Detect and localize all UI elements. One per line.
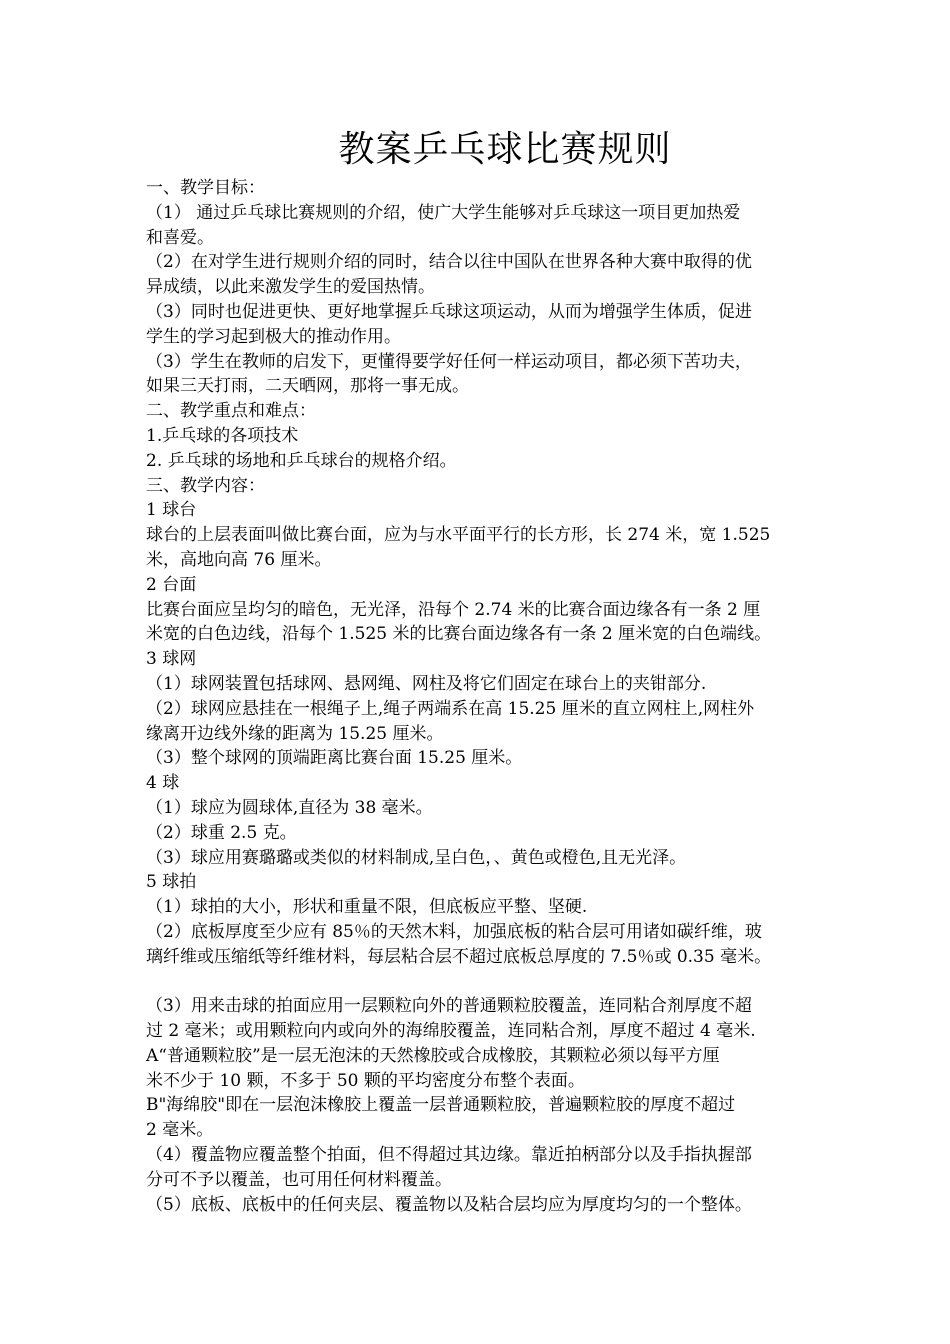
- text-line: 缘离开边线外缘的距离为 15.25 厘米。: [146, 723, 444, 744]
- text-line: 4 球: [146, 773, 180, 794]
- text-line: （2）球网应悬挂在一根绳子上,绳子两端系在高 15.25 厘米的直立网柱上,网柱外: [146, 698, 755, 719]
- document-body: [146, 176, 826, 1217]
- text-line: 2. 乒乓球的场地和乒乓球台的规格介绍。: [146, 450, 457, 471]
- text-line: （1） 通过乒乓球比赛规则的介绍，使广大学生能够对乒乓球这一项目更加热爱: [146, 202, 741, 223]
- text-line: （5）底板、底板中的任何夹层、覆盖物以及粘合层均应为厚度均匀的一个整体。: [146, 1194, 752, 1215]
- text-line: 璃纤维或压缩纸等纤维材料，每层粘合层不超过底板总厚度的 7.5％或 0.35 毫米。: [146, 946, 772, 967]
- text-line: 二、教学重点和难点：: [146, 401, 316, 422]
- text-line: 学生的学习起到极大的推动作用。: [146, 326, 401, 347]
- text-line: （3）整个球网的顶端距离比赛台面 15.25 厘米。: [146, 748, 523, 769]
- text-line: A“普通颗粒胶”是一层无泡沫的天然橡胶或合成橡胶，其颗粒必须以每平方厘: [146, 1045, 720, 1066]
- text-line: （2）球重 2.5 克。: [146, 822, 297, 843]
- text-line: （2）底板厚度至少应有 85％的天然木料，加强底板的粘合层可用诸如碳纤维，玻: [146, 921, 762, 942]
- text-line: （3）用来击球的拍面应用一层颗粒向外的普通颗粒胶覆盖，连同粘合剂厚度不超: [146, 996, 752, 1017]
- text-line: B"海绵胶"即在一层泡沫橡胶上覆盖一层普通颗粒胶，普遍颗粒胶的厚度不超过: [146, 1095, 736, 1116]
- document-title: 教案乒乓球比赛规则: [338, 129, 672, 170]
- text-line: 米不少于 10 颗，不多于 50 颗的平均密度分布整个表面。: [146, 1070, 585, 1091]
- text-line: 如果三天打雨，二天晒网，那将一事无成。: [146, 376, 469, 397]
- blank-line: [146, 970, 826, 995]
- text-line: 3 球网: [146, 649, 197, 670]
- text-line: （3）球应用赛璐璐或类似的材料制成,呈白色，、黄色或橙色,且无光泽。: [146, 847, 687, 868]
- text-line: 过 2 毫米；或用颗粒向内或向外的海绵胶覆盖，连同粘合剂，厚度不超过 4 毫米.: [146, 1021, 756, 1042]
- text-line: 和喜爱。: [146, 227, 214, 248]
- text-line: 比赛台面应呈均匀的暗色，无光泽，沿每个 2.74 米的比赛合面边缘各有一条 2 厘: [146, 599, 761, 620]
- text-line: 三、教学内容：: [146, 475, 265, 496]
- text-line: 球台的上层表面叫做比赛台面，应为与水平面平行的长方形，长 274 米，宽 1.525: [146, 525, 771, 546]
- text-line: （1）球网装置包括球网、悬网绳、网柱及将它们固定在球台上的夹钳部分.: [146, 673, 707, 694]
- text-line: 1.乒乓球的各项技术: [146, 425, 299, 446]
- text-line: 异成绩，以此来激发学生的爱国热情。: [146, 277, 435, 298]
- text-line: 1 球台: [146, 500, 197, 521]
- text-line: （3）学生在教师的启发下，更懂得要学好任何一样运动项目，都必须下苦功夫，: [146, 351, 752, 372]
- text-line: 2 台面: [146, 574, 197, 595]
- text-line: 米，高地向高 76 厘米。: [146, 549, 332, 570]
- text-line: 分可不予以覆盖，也可用任何材料覆盖。: [146, 1169, 452, 1190]
- text-line: （1）球应为圆球体,直径为 38 毫米。: [146, 797, 433, 818]
- text-line: 2 毫米。: [146, 1120, 214, 1141]
- text-line: 米宽的白色边线，沿每个 1.525 米的比赛台面边缘各有一条 2 厘米宽的白色端线。: [146, 624, 772, 645]
- text-line: 5 球拍: [146, 872, 197, 893]
- text-line: （1）球拍的大小，形状和重量不限，但底板应平整、坚硬.: [146, 897, 588, 918]
- text-line: （2）在对学生进行规则介绍的同时，结合以往中国队在世界各种大赛中取得的优: [146, 252, 752, 273]
- text-line: （3）同时也促进更快、更好地掌握乒乓球这项运动，从而为增强学生体质，促进: [146, 301, 752, 322]
- text-line: （4）覆盖物应覆盖整个拍面，但不得超过其边缘。靠近拍柄部分以及手指执握部: [146, 1145, 752, 1166]
- text-line: 一、教学目标：: [146, 178, 265, 198]
